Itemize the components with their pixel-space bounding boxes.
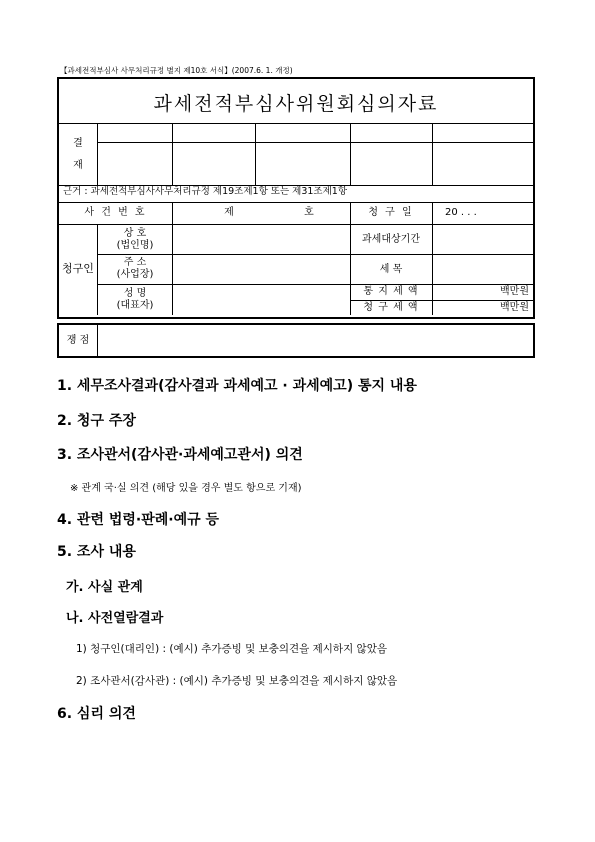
section-5-title: 5. 조사 내용 bbox=[57, 544, 136, 560]
notice-amount-label: 통 지 세 액 bbox=[363, 286, 419, 297]
claim-amount-unit: 백만원 bbox=[500, 302, 529, 313]
section-1-title: 1. 세무조사결과(감사결과 과세예고 · 과세예고) 통지 내용 bbox=[57, 378, 417, 394]
issue-box bbox=[57, 323, 535, 358]
preview-result-office: 2) 조사관서(감사관) : (예시) 추가증빙 및 보충의견을 제시하지 않았음 bbox=[76, 675, 398, 687]
notice-amount-unit: 백만원 bbox=[500, 286, 529, 297]
company-name-label bbox=[98, 226, 172, 254]
address-label bbox=[98, 255, 172, 283]
case-je: 제 bbox=[224, 207, 234, 218]
case-number-label: 사 건 번 호 bbox=[84, 207, 147, 218]
section-6-title: 6. 심리 의견 bbox=[57, 706, 136, 722]
representative-label bbox=[98, 285, 172, 315]
approval-label-bottom: 재 bbox=[73, 160, 83, 171]
company-name-label-1: 상 호 bbox=[123, 228, 147, 239]
title-divider bbox=[59, 123, 533, 124]
tax-item-label: 세 목 bbox=[379, 263, 403, 275]
review-form-table bbox=[57, 77, 535, 319]
form-header: 【과세전적부심사 사무처리규정 별지 제10호 서식】(2007.6. 1. 개정) bbox=[60, 66, 293, 75]
section-4-title: 4. 관련 법령·판례·예규 등 bbox=[57, 512, 220, 528]
case-ho: 호 bbox=[304, 207, 314, 218]
section-5-subitem-b: 나. 사전열람결과 bbox=[66, 611, 164, 626]
claimant-label: 청구인 bbox=[62, 262, 94, 275]
section-3-note: ※ 관계 국·실 의견 (해당 있을 경우 별도 항으로 기재) bbox=[70, 483, 302, 494]
basis-text: 근거 : 과세전적부심사사무처리규정 제19조제1항 또는 제31조제1항 bbox=[63, 186, 347, 197]
form-title: 과세전적부심사위원회심의자료 bbox=[153, 93, 439, 115]
representative-label-1: 성 명 bbox=[123, 288, 147, 299]
claim-date-value: 20 . . . bbox=[445, 207, 477, 218]
address-label-2: (사업장) bbox=[116, 269, 154, 280]
claim-amount-label: 청 구 세 액 bbox=[363, 302, 419, 313]
section-3-title: 3. 조사관서(감사관·과세예고관서) 의견 bbox=[57, 447, 303, 463]
preview-result-claimant: 1) 청구인(대리인) : (예시) 추가증빙 및 보충의견을 제시하지 않았음 bbox=[76, 643, 387, 655]
issue-label: 쟁 점 bbox=[66, 334, 90, 346]
address-label-1: 주 소 bbox=[123, 257, 147, 268]
approval-label-top: 결 bbox=[73, 138, 83, 149]
taxation-period-label: 과세대상기간 bbox=[362, 233, 420, 245]
claim-date-label: 청 구 일 bbox=[368, 207, 414, 218]
company-name-label-2: (법인명) bbox=[116, 240, 154, 251]
section-5-subitem-a: 가. 사실 관계 bbox=[66, 580, 143, 595]
section-2-title: 2. 청구 주장 bbox=[57, 413, 136, 429]
representative-label-2: (대표자) bbox=[116, 300, 154, 311]
